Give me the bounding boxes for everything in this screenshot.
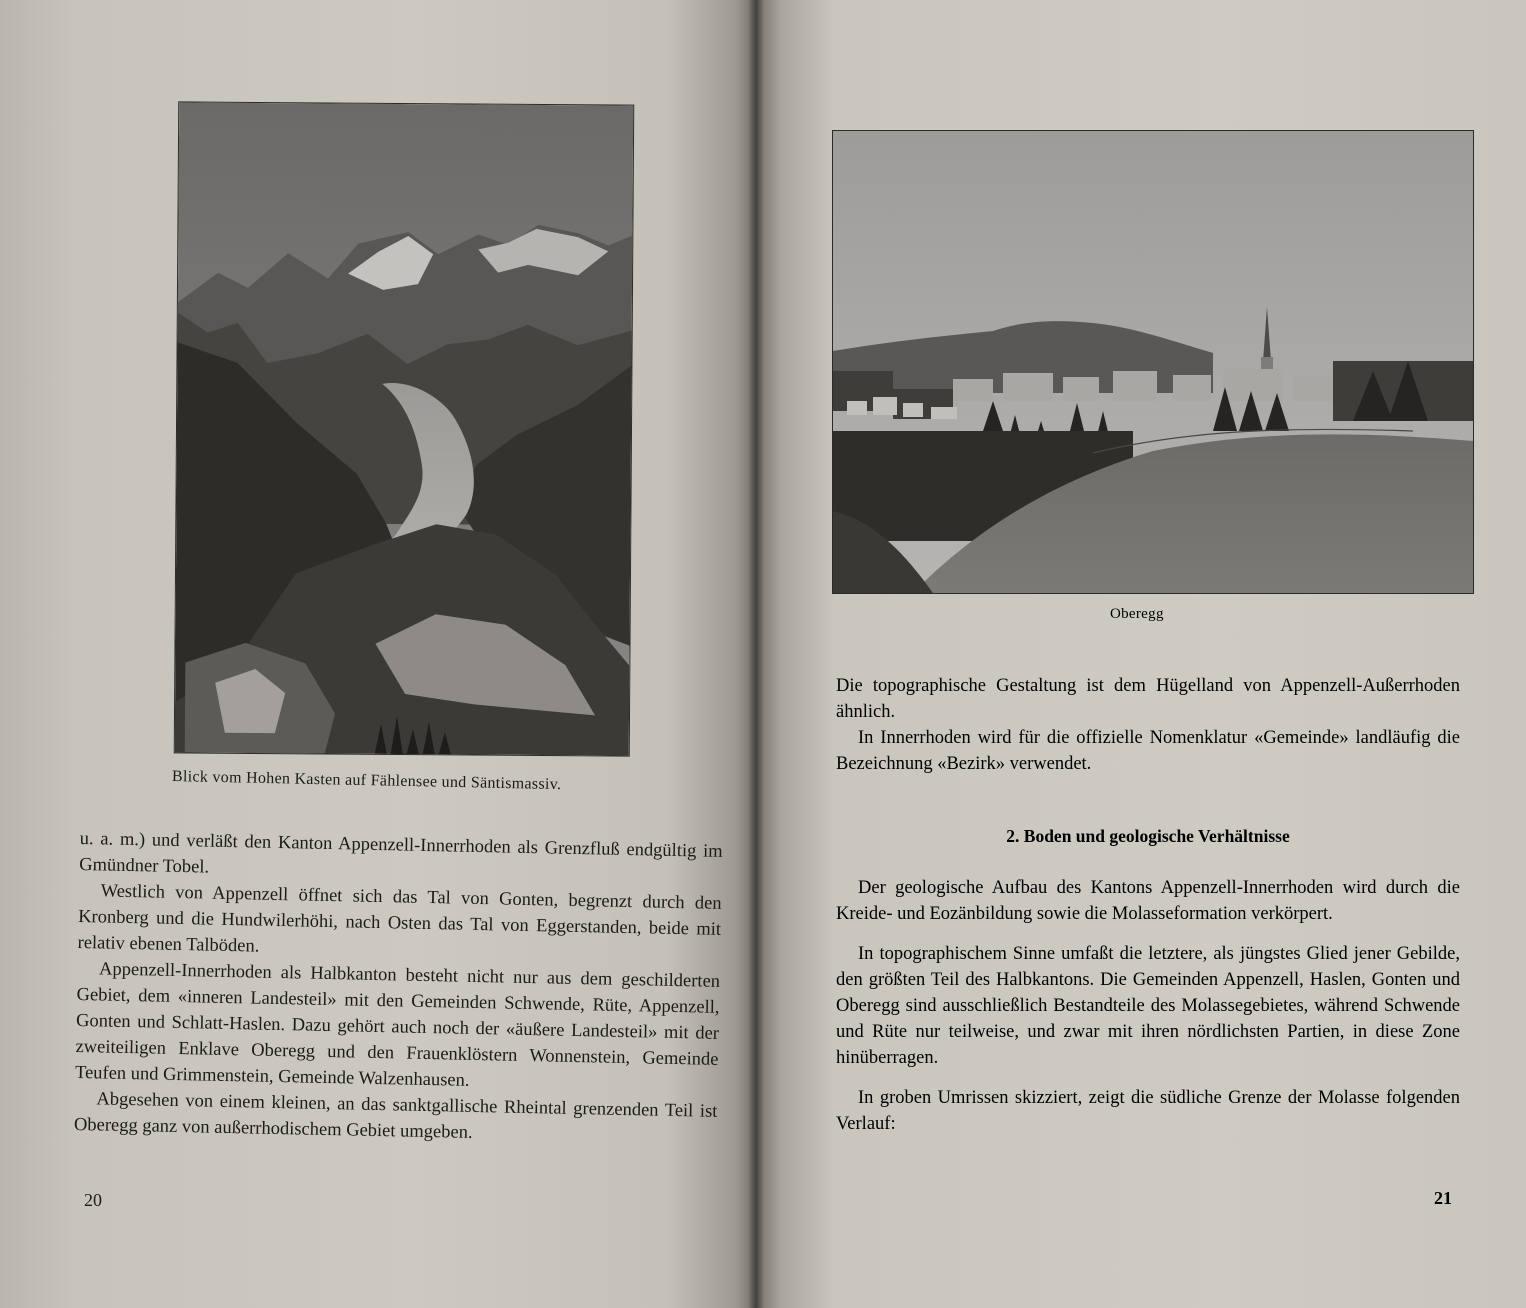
paragraph: Westlich von Appenzell öffnet sich das Tal von Gonten, begrenzt durch den Kronberg und die Hundwilerhöhi, nach Osten das Tal von Eggerstanden, beide mit relativ ebenen Talböden. [77,881,722,957]
paragraph: In Innerrhoden wird für die offizielle Nomenklatur «Gemeinde» landläufig die Bezeichnung «Bezirk» verwendet. [836,728,1460,774]
page-number: 20 [84,1190,102,1210]
mountain-photo [174,101,635,756]
paragraph: Abgesehen von einem kleinen, an das sanktgallische Rheintal grenzenden Teil ist Oberegg ganz von außerrhodischem Gebiet umgeben. [73,1089,718,1143]
paragraph: Der geologische Aufbau des Kantons Appenzell-Innerrhoden wird durch die Kreide- und Eozänbildung sowie die Molasseformation verkörpert. [836,878,1460,924]
paragraph: In topographischem Sinne umfaßt die letztere, als jüngstes Glied jener Gebilde, den größten Teil des Halbkantons. Die Gemeinden Appenzell, Haslen, Gonten und Oberegg sind ausschließlich Bestandteile des Molassegebietes, während Schwende und Rüte nur teilweise, und zwar mit ihren nördlichsten Partien, in diese Zone hinüberragen. [836,944,1460,1068]
village-photo [832,130,1474,594]
paragraph: u. a. m.) und verläßt den Kanton Appenzell-Innerrhoden als Grenzfluß endgültig im Gmündner Tobel. [79,828,723,878]
section-heading: 2. Boden und geologische Verhältnisse [1006,826,1290,846]
mountain-photo-graphic [175,102,634,755]
book-spine [748,0,764,1308]
paragraph: Die topographische Gestaltung ist dem Hügelland von Appenzell-Außerrhoden ähnlich. [836,676,1460,722]
left-body-text [74,826,723,1151]
village-photo-graphic [833,131,1473,593]
photo-caption: Blick vom Hohen Kasten auf Fählensee und Säntismassiv. [171,768,562,794]
right-body-text [836,875,1460,1137]
paragraph: In groben Umrissen skizziert, zeigt die südliche Grenze der Molasse folgenden Verlauf: [836,1088,1460,1134]
right-intro-text [836,673,1460,777]
left-page [0,0,758,1308]
paragraph: Appenzell-Innerrhoden als Halbkanton besteht nicht nur aus dem geschilderten Gebiet, dem «inneren Landesteil» mit den Gemeinden Schwende, Rüte, Appenzell, Gonten und Schlatt-Haslen. Dazu gehört auch noch der «äußere Landesteil» mit der zweiteiligen Enklave Oberegg und den Frauenklöstern Wonnenstein, Gemeinde Teufen und Grimmenstein, Gemeinde Walzenhausen. [74,959,721,1091]
photo-caption: Oberegg [1110,606,1164,622]
page-number: 21 [1434,1188,1452,1208]
